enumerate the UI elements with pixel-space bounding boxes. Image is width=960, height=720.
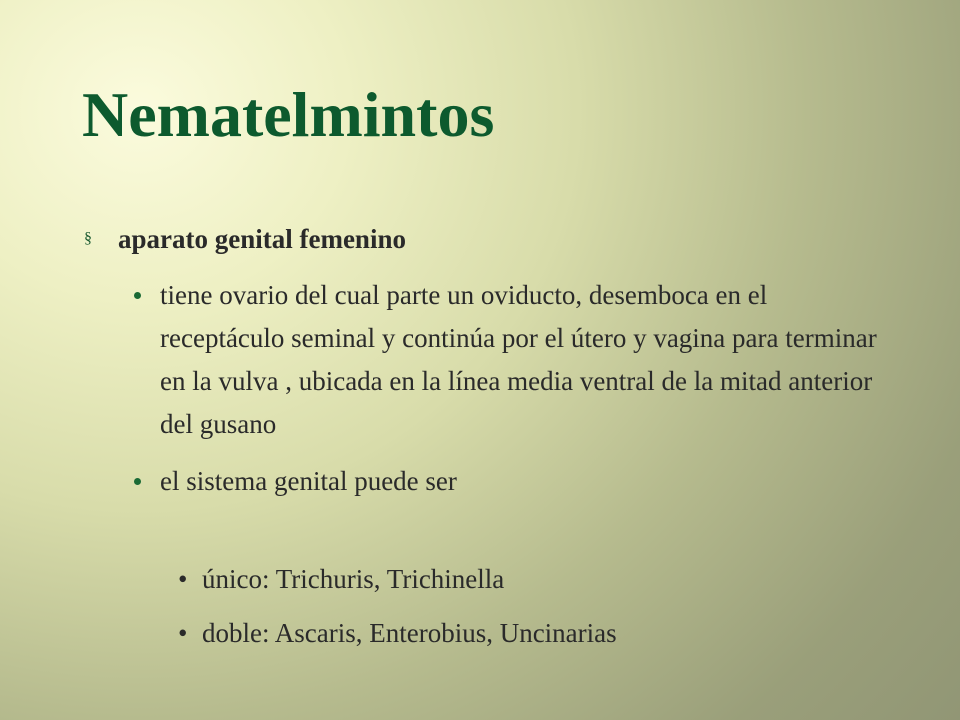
round-bullet-icon: • (178, 618, 188, 648)
list-item (178, 612, 878, 666)
round-bullet-icon: • (178, 564, 188, 594)
bullet-text: doble: Ascaris, Enterobius, Uncinarias (202, 618, 617, 648)
bullet-level-3 (178, 558, 878, 666)
bullet-text: único: Trichuris, Trichinella (202, 564, 505, 594)
list-item (136, 274, 896, 446)
dot-bullet-icon (134, 478, 141, 485)
bullet-text: el sistema genital puede ser (160, 466, 457, 496)
bullet-heading: aparato genital femenino (118, 224, 406, 254)
bullet-level-1 (82, 220, 902, 258)
list-item (178, 558, 878, 612)
bullet-level-2 (136, 274, 896, 503)
list-item (82, 220, 902, 258)
section-bullet-icon: § (84, 230, 92, 247)
list-item (136, 460, 896, 503)
dot-bullet-icon (134, 292, 141, 299)
bullet-text: tiene ovario del cual parte un oviducto, desemboca en el receptáculo seminal y continúa por el útero y vagina para terminar en la vulva , ubicada en la línea media ventral de la mitad anterior del gusano (160, 280, 877, 439)
slide-title: Nematelmintos (82, 79, 495, 150)
